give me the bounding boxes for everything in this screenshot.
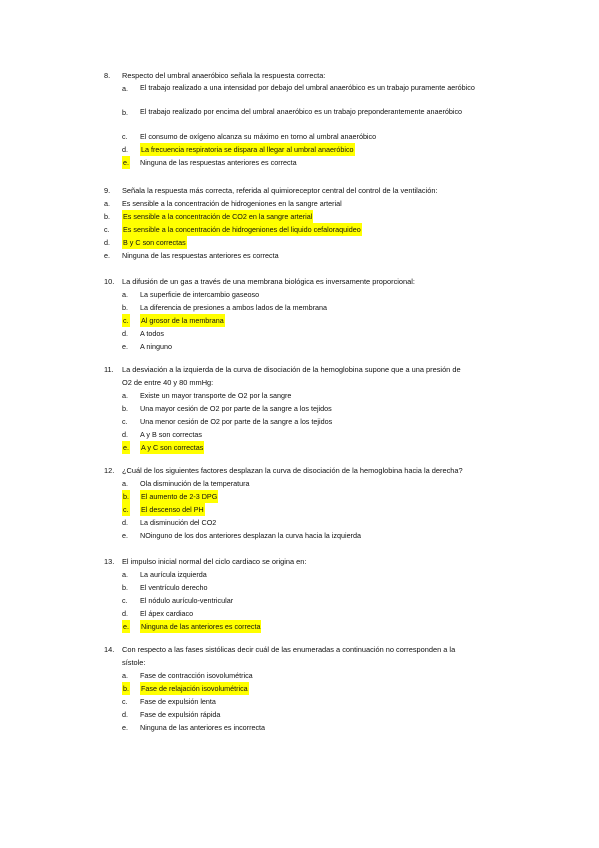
option-e	[0, 249, 599, 262]
question-header	[0, 643, 599, 656]
question-10	[0, 275, 599, 353]
option-b	[0, 490, 599, 503]
option-e	[0, 340, 599, 353]
question-9	[0, 184, 599, 262]
question-text: La desviación a la izquierda de la curva de disociación de la hemoglobina supone que a una presión de	[122, 365, 461, 374]
option-c	[0, 503, 599, 516]
option-letter: e.	[104, 251, 110, 260]
option-a	[0, 669, 599, 682]
option-text: Ola disminución de la temperatura	[140, 479, 250, 488]
option-text: El consumo de oxígeno alcanza su máximo en torno al umbral anaeróbico	[140, 132, 377, 141]
option-e	[0, 156, 599, 169]
option-letter: b.	[122, 583, 128, 592]
question-text: La difusión de un gas a través de una membrana biológica es inversamente proporcional:	[122, 277, 415, 286]
option-c	[0, 415, 599, 428]
question-12	[0, 464, 599, 542]
option-letter: a.	[122, 84, 128, 93]
option-text-highlighted: El aumento de 2-3 DPG	[141, 492, 218, 501]
option-text-highlighted: Es sensible a la concentración de hidrogeniones del liquido cefaloraquideo	[123, 225, 361, 234]
option-text-highlighted: La frecuencia respiratoria se dispara al llegar al umbral anaeróbico	[141, 145, 354, 154]
question-number: 8.	[104, 71, 111, 80]
question-header	[0, 555, 599, 568]
option-letter: b.	[104, 212, 110, 221]
option-c	[0, 695, 599, 708]
option-text-highlighted: Al grosor de la membrana	[141, 316, 224, 325]
option-letter-highlighted: b.	[123, 684, 129, 693]
question-8	[0, 69, 599, 169]
option-b	[0, 581, 599, 594]
option-text: Fase de contracción isovolumétrica	[140, 671, 253, 680]
option-c	[0, 223, 599, 236]
option-letter: e.	[122, 342, 128, 351]
question-text-line-2: O2 de entre 40 y 80 mmHg:	[122, 378, 214, 387]
option-a	[0, 288, 599, 301]
option-letter: c.	[104, 225, 110, 234]
option-text: La diferencia de presiones a ambos lados de la membrana	[140, 303, 327, 312]
option-c	[0, 594, 599, 607]
question-header	[0, 464, 599, 477]
option-letter: d.	[104, 238, 110, 247]
option-letter-highlighted: e.	[123, 158, 129, 167]
option-text: Fase de expulsión lenta	[140, 697, 216, 706]
option-d	[0, 236, 599, 249]
option-text: Ninguna de las anteriores es incorrecta	[140, 723, 266, 732]
option-text: La disminución del CO2	[140, 518, 217, 527]
option-letter: c.	[122, 596, 128, 605]
option-e	[0, 529, 599, 542]
option-text-highlighted: El descenso del PH	[141, 505, 204, 514]
option-letter: b.	[122, 404, 128, 413]
option-text: A todos	[140, 329, 164, 338]
option-text: El nódulo aurículo-ventricular	[140, 596, 234, 605]
option-text-highlighted: Es sensible a la concentración de CO2 en la sangre arterial	[123, 212, 313, 221]
option-letter: c.	[122, 417, 128, 426]
option-text-highlighted: Fase de relajación isovolumétrica	[141, 684, 248, 693]
question-text: Respecto del umbral anaeróbico señala la respuesta correcta:	[122, 71, 326, 80]
option-text: El trabajo realizado por encima del umbral anaeróbico es un trabajo preponderantemente anaeróbico	[140, 107, 463, 116]
option-d	[0, 708, 599, 721]
question-11	[0, 363, 599, 454]
option-text: Es sensible a la concentración de hidrogeniones en la sangre arterial	[122, 199, 342, 208]
option-text-highlighted: Ninguna de las anteriores es correcta	[141, 622, 261, 631]
option-c	[0, 314, 599, 327]
question-header-continued	[0, 656, 599, 669]
option-letter: d.	[122, 518, 128, 527]
option-text: El trabajo realizado a una intensidad por debajo del umbral anaeróbico es un trabajo puramente aeróbico	[140, 83, 475, 92]
option-letter: a.	[122, 290, 128, 299]
option-b	[0, 682, 599, 695]
option-c	[0, 130, 599, 143]
option-letter: a.	[122, 479, 128, 488]
option-d	[0, 327, 599, 340]
question-text: ¿Cuál de los siguientes factores desplazan la curva de disociación de la hemoglobina hacia la derecha?	[122, 466, 463, 475]
option-letter: d.	[122, 430, 128, 439]
option-letter: e.	[122, 723, 128, 732]
option-text-highlighted: B y C son correctas	[123, 238, 186, 247]
option-e	[0, 441, 599, 454]
question-text: Con respecto a las fases sistólicas decir cuál de las enumeradas a continuación no corresponden a la	[122, 645, 456, 654]
option-d	[0, 143, 599, 156]
option-d	[0, 428, 599, 441]
question-number: 14.	[104, 645, 115, 654]
question-13	[0, 555, 599, 633]
option-b	[0, 210, 599, 223]
option-letter: d.	[122, 145, 128, 154]
question-14	[0, 643, 599, 734]
option-text: El ápex cardiaco	[140, 609, 194, 618]
option-a	[0, 568, 599, 581]
option-e	[0, 620, 599, 633]
option-b	[0, 106, 599, 130]
option-letter-highlighted: b.	[123, 492, 129, 501]
question-number: 9.	[104, 186, 111, 195]
option-e	[0, 721, 599, 734]
option-letter: b.	[122, 303, 128, 312]
option-text: La aurícula izquierda	[140, 570, 207, 579]
option-text: Una menor cesión de O2 por parte de la sangre a los tejidos	[140, 417, 333, 426]
option-text: A y B son correctas	[140, 430, 202, 439]
option-letter: b.	[122, 108, 128, 117]
question-number: 12.	[104, 466, 115, 475]
question-number: 10.	[104, 277, 115, 286]
question-header	[0, 363, 599, 376]
question-header	[0, 275, 599, 288]
option-letter: a.	[122, 570, 128, 579]
option-text: La superficie de intercambio gaseoso	[140, 290, 260, 299]
option-text: Fase de expulsión rápida	[140, 710, 221, 719]
option-text: Existe un mayor transporte de O2 por la sangre	[140, 391, 292, 400]
option-letter: d.	[122, 329, 128, 338]
question-header	[0, 69, 599, 82]
option-letter-highlighted: c.	[123, 316, 129, 325]
option-d	[0, 607, 599, 620]
option-letter: c.	[122, 132, 128, 141]
option-text: El ventrículo derecho	[140, 583, 208, 592]
option-letter: a.	[104, 199, 110, 208]
option-letter: d.	[122, 710, 128, 719]
option-a	[0, 477, 599, 490]
question-text: Señala la respuesta más correcta, referida al quimioreceptor central del control de la ventilación:	[122, 186, 438, 195]
question-text: El impulso inicial normal del ciclo cardiaco se origina en:	[122, 557, 307, 566]
question-number: 11.	[104, 365, 114, 374]
option-letter: e.	[122, 531, 128, 540]
option-letter-highlighted: e.	[123, 443, 129, 452]
option-a	[0, 389, 599, 402]
option-letter: c.	[122, 697, 128, 706]
option-letter: a.	[122, 391, 128, 400]
option-a	[0, 82, 599, 106]
option-text: Ninguna de las respuestas anteriores es correcta	[122, 251, 279, 260]
option-text: NOinguno de los dos anteriores desplazan la curva hacia la izquierda	[140, 531, 361, 540]
option-letter-highlighted: c.	[123, 505, 129, 514]
question-header	[0, 184, 599, 197]
option-d	[0, 516, 599, 529]
option-text: A ninguno	[140, 342, 172, 351]
question-text-line-2: sístole:	[122, 658, 146, 667]
option-letter: d.	[122, 609, 128, 618]
option-text: Una mayor cesión de O2 por parte de la sangre a los tejidos	[140, 404, 332, 413]
option-letter-highlighted: e.	[123, 622, 129, 631]
option-b	[0, 301, 599, 314]
question-number: 13.	[104, 557, 115, 566]
question-header-continued	[0, 376, 599, 389]
option-letter: a.	[122, 671, 128, 680]
option-text: Ninguna de las respuestas anteriores es correcta	[140, 158, 297, 167]
option-a	[0, 197, 599, 210]
option-text-highlighted: A y C son correctas	[141, 443, 204, 452]
option-b	[0, 402, 599, 415]
